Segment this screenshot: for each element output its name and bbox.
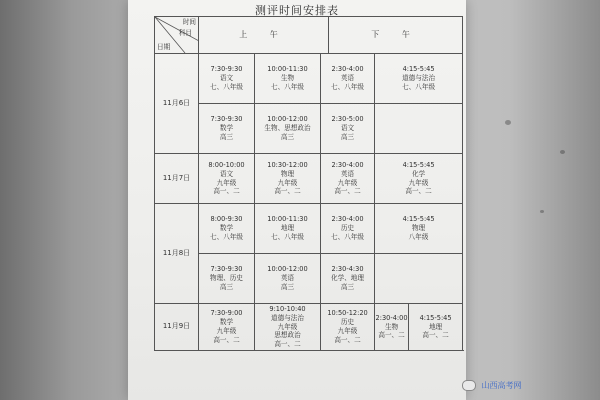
exam-cell: 4:15-5:45 地理 高一、二	[409, 304, 463, 351]
exam-cell: 8:00-9:30 数学 七、八年级	[199, 204, 255, 254]
exam-cell: 2:30-4:30 化学、地理 高三	[321, 254, 375, 304]
day-row	[155, 254, 463, 304]
exam-cell: 7:30-9:30 语文 七、八年级	[199, 54, 255, 104]
exam-cell: 7:30-9:30 物理、历史 高三	[199, 254, 255, 304]
exam-cell: 2:30-5:00 语文 高三	[321, 104, 375, 154]
exam-cell: 7:30-9:00 数学 九年级 高一、二	[199, 304, 255, 351]
date-cell: 11月6日	[155, 54, 199, 154]
exam-cell: 8:00-10:00 语文 九年级 高一、二	[199, 154, 255, 204]
date-cell: 11月9日	[155, 304, 199, 351]
subject-label: 科目	[178, 29, 192, 37]
day-row	[155, 204, 463, 254]
afternoon-header: 下 午	[329, 17, 463, 54]
header-corner-cell	[155, 17, 199, 54]
exam-cell: 4:15-5:45 道德与法治 七、八年级	[375, 54, 463, 104]
exam-cell: 2:30-4:00 生物 高一、二	[375, 304, 409, 351]
exam-cell: 10:30-12:00 物理 九年级 高一、二	[255, 154, 321, 204]
exam-cell: 4:15-5:45 物理 八年级	[375, 204, 463, 254]
watermark-text: 山西高考网	[481, 381, 522, 390]
morning-header: 上 午	[199, 17, 329, 54]
date-cell: 11月7日	[155, 154, 199, 204]
wechat-icon	[462, 380, 476, 391]
sheet-title: 测评时间安排表	[255, 4, 339, 17]
date-cell: 11月8日	[155, 204, 199, 304]
schedule-table	[154, 16, 463, 351]
paper-stain	[560, 150, 565, 154]
exam-cell: 10:00-11:30 生物 七、八年级	[255, 54, 321, 104]
paper-stain	[540, 210, 544, 213]
exam-cell: 2:30-4:00 英语 九年级 高一、二	[321, 154, 375, 204]
day-row	[155, 154, 463, 204]
header-row	[155, 17, 463, 54]
paper-stain	[505, 120, 511, 125]
exam-cell: 10:00-11:30 地理 七、八年级	[255, 204, 321, 254]
day-row	[155, 54, 463, 104]
watermark	[462, 380, 600, 394]
exam-cell: 10:00-12:00 英语 高三	[255, 254, 321, 304]
empty-cell	[375, 254, 463, 304]
time-label: 时间	[182, 18, 196, 26]
exam-cell: 7:30-9:30 数学 高三	[199, 104, 255, 154]
exam-cell: 2:30-4:00 历史 七、八年级	[321, 204, 375, 254]
exam-cell: 10:00-12:00 生物、思想政治 高三	[255, 104, 321, 154]
exam-cell: 10:50-12:20 历史 九年级 高一、二	[321, 304, 375, 351]
day-row	[155, 104, 463, 154]
empty-cell	[375, 104, 463, 154]
date-label: 日期	[157, 43, 171, 52]
day-row	[155, 304, 463, 351]
schedule-sheet	[128, 0, 466, 400]
exam-cell: 9:10-10:40 道德与法治 九年级 思想政治 高一、二	[255, 304, 321, 351]
exam-cell: 4:15-5:45 化学 九年级 高一、二	[375, 154, 463, 204]
exam-cell: 2:30-4:00 英语 七、八年级	[321, 54, 375, 104]
